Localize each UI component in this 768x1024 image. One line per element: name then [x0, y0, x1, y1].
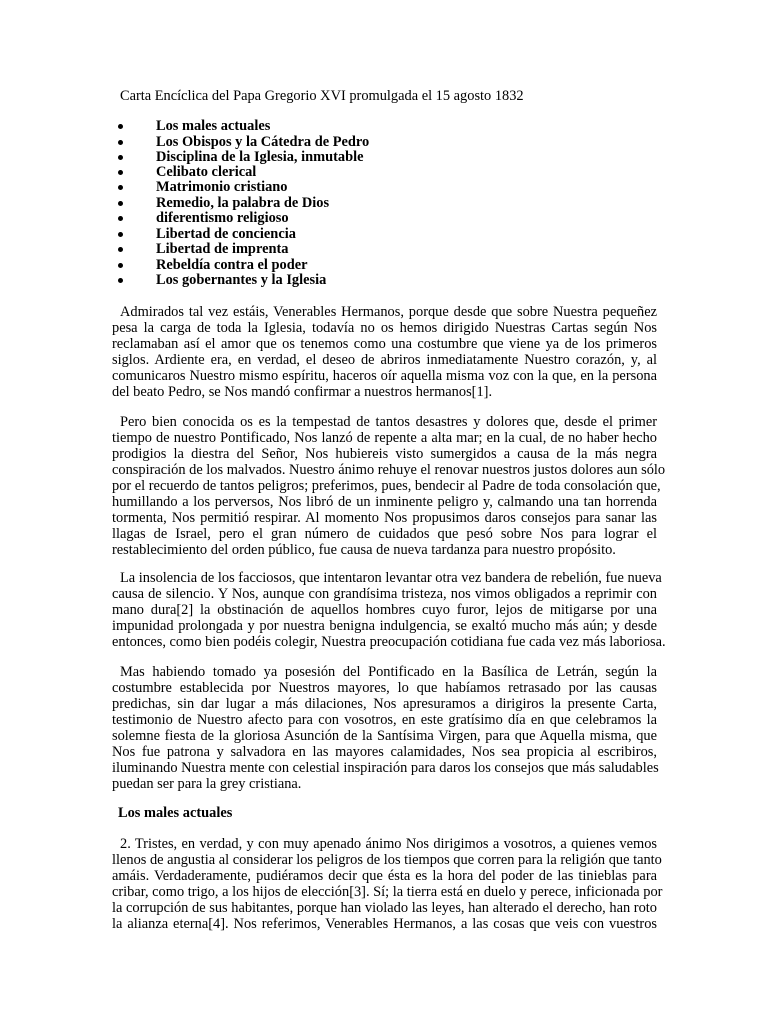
- text-line: humillando a los perversos, Nos libró de un inminente peligro y, calmando una tan horrenda: [112, 494, 657, 510]
- text-line: amáis. Verdaderamente, pudiéramos decir que ésta es la hora del poder de las tinieblas para: [112, 868, 657, 884]
- text-line: pesa la carga de toda la Iglesia, todavía no os hemos dirigido Nuestras Cartas según Nos: [112, 320, 657, 336]
- bullet-icon: [118, 210, 128, 226]
- text-line: conspiración de los malvados. Nuestro ánimo rehuye el renovar nuestros justos dolores aun sólo: [112, 462, 666, 478]
- bullet-icon: [118, 149, 128, 165]
- text-line: tormenta, Nos permitió respirar. Al momento Nos propusimos daros consejos para sanar las: [112, 510, 657, 526]
- bullet-icon: [118, 118, 128, 134]
- toc-item: Libertad de imprenta: [156, 241, 289, 257]
- document-title: Carta Encíclica del Papa Gregorio XVI promulgada el 15 agosto 1832: [120, 88, 524, 104]
- toc-item: Remedio, la palabra de Dios: [156, 195, 330, 211]
- text-line: Nos fue patrona y salvadora en las mayores calamidades, Nos sea propicia al escribiros,: [112, 744, 657, 760]
- text-line: por el recuerdo de tantos peligros; preferimos, pues, bendecir al Padre de toda consolación que,: [112, 478, 661, 494]
- text-line: impunidad prolongada y por nuestra benigna indulgencia, se exaltó mucho más aún; y desde: [112, 618, 657, 634]
- text-line: Pero bien conocida os es la tempestad de tantos desastres y dolores que, desde el primer: [120, 414, 657, 430]
- toc-item: Rebeldía contra el poder: [156, 257, 308, 273]
- text-line: causa de silencio. Y Nos, aunque con grandísima tristeza, nos vimos obligados a reprimir con: [112, 586, 657, 602]
- text-line: La insolencia de los facciosos, que intentaron levantar otra vez bandera de rebelión, fue nueva: [120, 570, 662, 586]
- text-line: puedan ser para la grey cristiana.: [112, 776, 302, 792]
- text-line: 2. Tristes, en verdad, y con muy apenado ánimo Nos dirigimos a vosotros, a quienes vemos: [120, 836, 657, 852]
- text-line: iluminando Nuestra mente con celestial inspiración para daros los consejos que más saludables: [112, 760, 659, 776]
- toc-item: Disciplina de la Iglesia, inmutable: [156, 149, 364, 165]
- text-line: cribar, como trigo, a los hijos de elección[3]. Sí; la tierra está en duelo y perece, inficionada por: [112, 884, 663, 900]
- text-line: Mas habiendo tomado ya posesión del Pontificado en la Basílica de Letrán, según la: [120, 664, 657, 680]
- bullet-icon: [118, 257, 128, 273]
- bullet-icon: [118, 179, 128, 195]
- toc-item: Los gobernantes y la Iglesia: [156, 272, 327, 288]
- text-line: Admirados tal vez estáis, Venerables Hermanos, porque desde que sobre Nuestra pequeñez: [120, 304, 657, 320]
- text-line: predichas, sin dar lugar a más dilaciones, Nos apresuramos a dirigiros la presente Carta,: [112, 696, 657, 712]
- text-line: entonces, como bien podéis colegir, Nuestra preocupación cotidiana fue cada vez más laboriosa.: [112, 634, 666, 650]
- bullet-icon: [118, 272, 128, 288]
- toc-item: Los Obispos y la Cátedra de Pedro: [156, 134, 370, 150]
- bullet-icon: [118, 195, 128, 211]
- bullet-icon: [118, 164, 128, 180]
- bullet-icon: [118, 241, 128, 257]
- text-line: tiempo de nuestro Pontificado, Nos lanzó de repente a alta mar; en la cual, de no haber hecho: [112, 430, 657, 446]
- toc-item: diferentismo religioso: [156, 210, 289, 226]
- text-line: costumbre establecida por Nuestros mayores, lo que habíamos retrasado por las causas: [112, 680, 657, 696]
- text-line: reclamaban así el amor que os tenemos como una costumbre que viene ya de los primeros: [112, 336, 657, 352]
- text-line: mano dura[2] la obstinación de aquellos hombres cuyo furor, lejos de mitigarse por una: [112, 602, 657, 618]
- text-line: la alianza eterna[4]. Nos referimos, Venerables Hermanos, a las cosas que veis con vuestros: [112, 916, 657, 932]
- toc-item: Los males actuales: [156, 118, 271, 134]
- toc-item: Celibato clerical: [156, 164, 257, 180]
- text-line: testimonio de Nuestro afecto para con vosotros, en este gratísimo día en que celebramos la: [112, 712, 657, 728]
- text-line: restablecimiento del orden público, fue causa de nueva tardanza para nuestro propósito.: [112, 542, 616, 558]
- bullet-icon: [118, 134, 128, 150]
- toc-item: Libertad de conciencia: [156, 226, 296, 242]
- text-line: llagas de Israel, pero el gran número de cuidados que pesó sobre Nos para lograr el: [112, 526, 657, 542]
- section-heading: Los males actuales: [118, 805, 233, 821]
- text-line: comunicaros Nuestro mismo espíritu, haceros oír aquella misma voz con la que, en la persona: [112, 368, 657, 384]
- text-line: la corrupción de sus habitantes, porque han violado las leyes, han alterado el derecho, han roto: [112, 900, 657, 916]
- bullet-icon: [118, 226, 128, 242]
- text-line: del beato Pedro, se Nos mandó confirmar a nuestros hermanos[1].: [112, 384, 493, 400]
- text-line: solemne fiesta de la gloriosa Asunción de la Santísima Virgen, para que Aquella misma, que: [112, 728, 657, 744]
- toc-item: Matrimonio cristiano: [156, 179, 288, 195]
- text-line: prodigios la diestra del Señor, Nos hubiereis visto sumergidos a causa de la más negra: [112, 446, 657, 462]
- text-line: siglos. Ardiente era, en verdad, el deseo de abriros inmediatamente Nuestro corazón, y, al: [112, 352, 657, 368]
- text-line: llenos de angustia al considerar los peligros de los tiempos que corren para la religión que tanto: [112, 852, 662, 868]
